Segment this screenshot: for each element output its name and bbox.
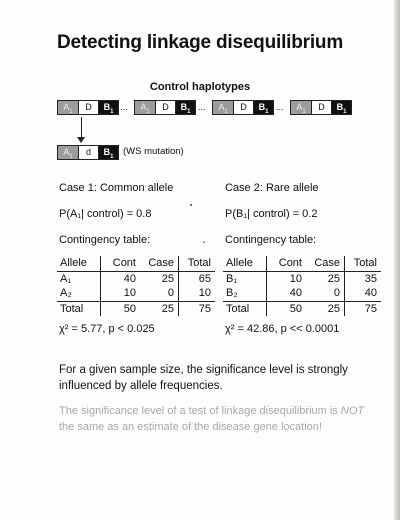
warning-text-part: The significance level of a test of linkage disequilibrium is	[59, 405, 341, 417]
case2-heading: Case 2: Rare allele	[225, 182, 319, 194]
case2-contingency-table	[223, 256, 381, 316]
table-row	[57, 271, 215, 286]
allele-a-cell: $A_1$	[291, 101, 312, 114]
case2-probability: P(B₁| control) = 0.2	[225, 208, 318, 220]
table-cell: 40	[345, 286, 382, 301]
disease-locus-cell: D	[234, 101, 254, 114]
allele-b-cell: $B_1$	[99, 146, 118, 159]
table-header-cell: Cont	[101, 256, 143, 271]
table-row	[223, 271, 381, 286]
table-cell: 0	[333, 287, 340, 300]
table-header-cell: Case	[142, 256, 179, 271]
table-row	[57, 286, 215, 301]
ellipsis: ...	[198, 102, 206, 112]
table-header-cell: Allele	[223, 256, 267, 271]
table-cell: B₁	[226, 272, 238, 285]
mutant-locus-cell: d	[79, 146, 99, 159]
table-total-row	[57, 301, 215, 316]
case1-table-label: Contingency table:	[59, 234, 151, 246]
warning-text-part: the same as an estimate of the disease gene location!	[59, 421, 322, 433]
table-cell: 50	[101, 301, 143, 316]
table-cell: B₂	[226, 287, 238, 300]
table-header-cell: Cont	[267, 256, 309, 271]
table-header-cell: Total	[179, 256, 216, 271]
case1-chi-square: χ² = 5.77, p < 0.025	[59, 323, 155, 335]
warning-emphasis: NOT	[340, 405, 365, 417]
table-cell: 25	[308, 301, 345, 316]
warning-text	[59, 403, 379, 435]
disease-locus-cell: D	[79, 101, 99, 114]
table-row	[223, 286, 381, 301]
allele-b-cell: $B_1$	[254, 101, 273, 114]
allele-a-cell: $A_1$	[135, 101, 156, 114]
table-cell: 10	[179, 286, 216, 301]
table-header-cell: Allele	[57, 256, 101, 271]
haplotype-4	[290, 100, 352, 115]
mutation-arrow-line	[81, 117, 82, 139]
table-cell: 35	[345, 271, 382, 286]
allele-b-cell: $B_1$	[176, 101, 195, 114]
case1-probability: P(A₁| control) = 0.8	[59, 208, 152, 220]
table-cell: Total	[57, 301, 101, 316]
table-cell: A₁	[60, 272, 72, 285]
table-cell: 0	[167, 287, 174, 300]
table-header-row	[223, 256, 381, 271]
table-cell: A₂	[60, 287, 72, 300]
speck	[203, 241, 205, 243]
haplotype-2	[134, 100, 196, 115]
table-cell: 40	[267, 286, 309, 301]
table-cell: 65	[179, 271, 216, 286]
mutation-haplotype	[57, 145, 119, 160]
page-edge	[394, 0, 400, 520]
haplotype-3	[212, 100, 274, 115]
case2-chi-square: χ² = 42.86, p << 0.0001	[225, 323, 340, 335]
mutation-label: (WS mutation)	[123, 146, 184, 157]
case2-table-label: Contingency table:	[225, 234, 317, 246]
speck	[190, 204, 192, 206]
table-cell: 75	[179, 301, 216, 316]
table-header-row	[57, 256, 215, 271]
table-cell: 40	[101, 271, 143, 286]
table-total-row	[223, 301, 381, 316]
table-cell: 75	[345, 301, 382, 316]
allele-b-cell: $B_1$	[332, 101, 351, 114]
ellipsis: ...	[276, 102, 284, 112]
case1-contingency-table	[57, 256, 215, 316]
case1-heading: Case 1: Common allele	[59, 182, 174, 194]
table-cell: 25	[142, 301, 179, 316]
disease-locus-cell: D	[312, 101, 332, 114]
ellipsis: ...	[120, 102, 128, 112]
allele-a-cell: $A_1$	[58, 101, 79, 114]
haplotype-1	[57, 100, 119, 115]
table-header-cell: Case	[308, 256, 345, 271]
table-cell: 25	[327, 272, 340, 285]
haplotypes-heading: Control haplotypes	[149, 81, 251, 93]
allele-b-cell: $B_1$	[99, 101, 118, 114]
mutation-arrow-head	[77, 137, 85, 143]
conclusion-text: For a given sample size, the significance level is strongly influenced by allele frequencies.	[59, 364, 348, 392]
table-cell: 10	[101, 286, 143, 301]
table-header-cell: Total	[345, 256, 382, 271]
allele-a-cell: $A_1$	[213, 101, 234, 114]
table-cell: 10	[267, 271, 309, 286]
page-title: Detecting linkage disequilibrium	[56, 32, 344, 53]
disease-locus-cell: D	[156, 101, 176, 114]
table-cell: 25	[161, 272, 174, 285]
allele-a-cell: $A_1$	[58, 146, 79, 159]
table-cell: 50	[267, 301, 309, 316]
table-cell: Total	[223, 301, 267, 316]
